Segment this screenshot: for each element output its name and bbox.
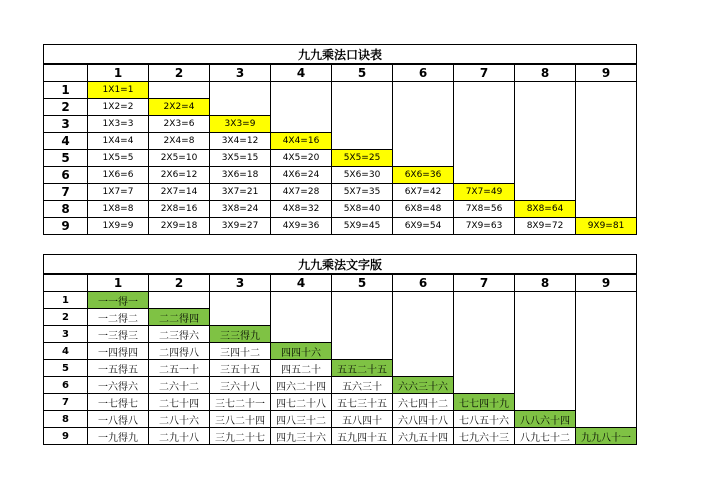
empty-cell[interactable] [210,292,271,309]
table-cell[interactable]: 8X9=72 [515,218,576,235]
empty-cell[interactable] [454,167,515,184]
table-cell[interactable]: 五五二十五 [332,360,393,377]
col-header[interactable]: 4 [271,64,332,82]
empty-cell[interactable] [393,82,454,99]
table-row [44,309,637,326]
table-cell[interactable]: 四五二十 [271,360,332,377]
empty-cell[interactable] [576,201,637,218]
table-cell[interactable]: 3X9=27 [210,218,271,235]
table-cell[interactable]: 三七二十一 [210,394,271,411]
table-cell[interactable]: 3X3=9 [210,116,271,133]
table-cell[interactable]: 七九六十三 [454,428,515,445]
row-header[interactable]: 1 [44,292,88,309]
empty-cell[interactable] [576,167,637,184]
empty-cell[interactable] [454,377,515,394]
row-header[interactable]: 2 [44,309,88,326]
table-cell[interactable]: 四四十六 [271,343,332,360]
table-cell[interactable]: 六六三十六 [393,377,454,394]
table-cell[interactable]: 2X5=10 [149,150,210,167]
empty-cell[interactable] [454,99,515,116]
table-row [44,326,637,343]
table-cell[interactable]: 4X6=24 [271,167,332,184]
table-title[interactable]: 九九乘法文字版 [44,255,637,275]
table-cell[interactable]: 3X7=21 [210,184,271,201]
empty-cell[interactable] [393,309,454,326]
table-cell[interactable]: 2X8=16 [149,201,210,218]
empty-cell[interactable] [515,99,576,116]
empty-cell[interactable] [454,326,515,343]
row-header[interactable]: 8 [44,411,88,428]
empty-cell[interactable] [332,292,393,309]
table-cell[interactable]: 3X6=18 [210,167,271,184]
table-cell[interactable]: 6X8=48 [393,201,454,218]
table-cell[interactable]: 4X9=36 [271,218,332,235]
table-cell[interactable]: 2X4=8 [149,133,210,150]
empty-cell[interactable] [332,343,393,360]
table-cell[interactable]: 六八四十八 [393,411,454,428]
col-header[interactable]: 2 [149,64,210,82]
table-cell[interactable]: 八九七十二 [515,428,576,445]
empty-cell[interactable] [515,82,576,99]
table-cell[interactable]: 1X2=2 [88,99,149,116]
empty-cell[interactable] [515,133,576,150]
multiplication-table-text [43,254,637,445]
empty-cell[interactable] [515,150,576,167]
empty-cell[interactable] [576,309,637,326]
table-cell[interactable]: 7X9=63 [454,218,515,235]
table-cell[interactable]: 一九得九 [88,428,149,445]
table-cell[interactable]: 8X8=64 [515,201,576,218]
col-header[interactable]: 5 [332,274,393,292]
table-cell[interactable]: 四九三十六 [271,428,332,445]
table-cell[interactable]: 5X9=45 [332,218,393,235]
table-cell[interactable]: 1X5=5 [88,150,149,167]
table-cell[interactable]: 6X7=42 [393,184,454,201]
table-row [44,360,637,377]
table-cell[interactable]: 一七得七 [88,394,149,411]
empty-cell[interactable] [332,99,393,116]
empty-cell[interactable] [515,116,576,133]
empty-cell[interactable] [576,82,637,99]
table-cell[interactable]: 一三得三 [88,326,149,343]
empty-cell[interactable] [515,377,576,394]
table-cell[interactable]: 三五十五 [210,360,271,377]
table-cell[interactable]: 5X8=40 [332,201,393,218]
empty-cell[interactable] [515,309,576,326]
empty-cell[interactable] [454,292,515,309]
multiplication-table-formula [43,44,637,235]
table-cell[interactable]: 二六十二 [149,377,210,394]
table-row [44,292,637,309]
row-header[interactable]: 5 [44,150,88,167]
empty-cell[interactable] [210,309,271,326]
empty-cell[interactable] [454,343,515,360]
table-cell[interactable]: 1X9=9 [88,218,149,235]
empty-cell[interactable] [515,394,576,411]
table-cell[interactable]: 一五得五 [88,360,149,377]
table-row [44,343,637,360]
row-header[interactable]: 9 [44,218,88,235]
col-header[interactable]: 8 [515,274,576,292]
col-header[interactable]: 9 [576,274,637,292]
empty-cell[interactable] [515,343,576,360]
empty-cell[interactable] [393,150,454,167]
table-cell[interactable]: 三三得九 [210,326,271,343]
table-cell[interactable]: 二七十四 [149,394,210,411]
table-row [44,394,637,411]
empty-cell[interactable] [271,116,332,133]
empty-cell[interactable] [210,99,271,116]
empty-cell[interactable] [515,292,576,309]
col-header[interactable]: 4 [271,274,332,292]
empty-cell[interactable] [576,343,637,360]
table-cell[interactable]: 三九二十七 [210,428,271,445]
empty-cell[interactable] [576,394,637,411]
col-header[interactable]: 7 [454,64,515,82]
table-cell[interactable]: 5X6=30 [332,167,393,184]
col-header[interactable]: 9 [576,64,637,82]
empty-cell[interactable] [454,150,515,167]
empty-cell[interactable] [393,292,454,309]
table-cell[interactable]: 一八得八 [88,411,149,428]
table-cell[interactable]: 1X3=3 [88,116,149,133]
empty-cell[interactable] [454,82,515,99]
empty-cell[interactable] [576,360,637,377]
table-cell[interactable]: 八八六十四 [515,411,576,428]
table-cell[interactable]: 2X6=12 [149,167,210,184]
table-cell[interactable]: 1X1=1 [88,82,149,99]
row-header[interactable]: 3 [44,116,88,133]
table-cell[interactable]: 二二得四 [149,309,210,326]
table-row [44,116,637,133]
table-cell[interactable]: 七七四十九 [454,394,515,411]
empty-cell[interactable] [271,309,332,326]
empty-cell[interactable] [149,82,210,99]
corner-cell[interactable] [44,64,88,82]
empty-cell[interactable] [576,99,637,116]
empty-cell[interactable] [576,133,637,150]
table-cell[interactable]: 1X6=6 [88,167,149,184]
empty-cell[interactable] [332,116,393,133]
row-header[interactable]: 3 [44,326,88,343]
table-cell[interactable]: 五六三十 [332,377,393,394]
empty-cell[interactable] [576,116,637,133]
table-cell[interactable]: 6X9=54 [393,218,454,235]
table-cell[interactable]: 一六得六 [88,377,149,394]
empty-cell[interactable] [454,309,515,326]
table-cell[interactable]: 1X8=8 [88,201,149,218]
table-cell[interactable]: 二三得六 [149,326,210,343]
corner-cell[interactable] [44,274,88,292]
table-cell[interactable]: 二八十六 [149,411,210,428]
table-cell[interactable]: 九九八十一 [576,428,637,445]
table-cell[interactable]: 2X7=14 [149,184,210,201]
table-cell[interactable]: 4X5=20 [271,150,332,167]
empty-cell[interactable] [210,82,271,99]
row-header[interactable]: 6 [44,377,88,394]
table-cell[interactable]: 二九十八 [149,428,210,445]
col-header[interactable]: 7 [454,274,515,292]
table-cell[interactable]: 3X5=15 [210,150,271,167]
col-header[interactable]: 3 [210,64,271,82]
empty-cell[interactable] [454,360,515,377]
table-cell[interactable]: 6X6=36 [393,167,454,184]
col-header[interactable]: 1 [88,64,149,82]
empty-cell[interactable] [271,82,332,99]
empty-cell[interactable] [576,150,637,167]
table-cell[interactable]: 二四得八 [149,343,210,360]
col-header[interactable]: 6 [393,274,454,292]
table-row [44,411,637,428]
table-cell[interactable]: 四六二十四 [271,377,332,394]
col-header[interactable]: 1 [88,274,149,292]
table-cell[interactable]: 五七三十五 [332,394,393,411]
table-cell[interactable]: 三六十八 [210,377,271,394]
table-cell[interactable]: 7X7=49 [454,184,515,201]
empty-cell[interactable] [393,99,454,116]
row-header[interactable]: 6 [44,167,88,184]
row-header[interactable]: 4 [44,343,88,360]
empty-cell[interactable] [149,292,210,309]
empty-cell[interactable] [576,377,637,394]
table-row [44,377,637,394]
row-header[interactable]: 8 [44,201,88,218]
table-cell[interactable]: 七八五十六 [454,411,515,428]
empty-cell[interactable] [393,343,454,360]
table-cell[interactable]: 3X8=24 [210,201,271,218]
table-row [44,167,637,184]
empty-cell[interactable] [454,116,515,133]
empty-cell[interactable] [332,133,393,150]
row-header[interactable]: 1 [44,82,88,99]
table-row [44,218,637,235]
empty-cell[interactable] [515,360,576,377]
empty-cell[interactable] [332,326,393,343]
table-cell[interactable]: 三四十二 [210,343,271,360]
empty-cell[interactable] [515,326,576,343]
table-cell[interactable]: 四七二十八 [271,394,332,411]
col-header[interactable]: 8 [515,64,576,82]
table-title[interactable]: 九九乘法口诀表 [44,45,637,65]
table-cell[interactable]: 5X5=25 [332,150,393,167]
col-header[interactable]: 5 [332,64,393,82]
empty-cell[interactable] [576,326,637,343]
table-cell[interactable]: 二五一十 [149,360,210,377]
table-cell[interactable]: 三八二十四 [210,411,271,428]
table-cell[interactable]: 六九五十四 [393,428,454,445]
table-cell[interactable]: 2X3=6 [149,116,210,133]
table-cell[interactable]: 3X4=12 [210,133,271,150]
empty-cell[interactable] [271,326,332,343]
empty-cell[interactable] [576,184,637,201]
table-cell[interactable]: 7X8=56 [454,201,515,218]
table-cell[interactable]: 四八三十二 [271,411,332,428]
table-cell[interactable]: 五八四十 [332,411,393,428]
empty-cell[interactable] [271,292,332,309]
table-row [44,428,637,445]
row-header[interactable]: 2 [44,99,88,116]
table-cell[interactable]: 4X8=32 [271,201,332,218]
empty-cell[interactable] [515,184,576,201]
table-row [44,184,637,201]
table-cell[interactable]: 1X7=7 [88,184,149,201]
table-cell[interactable]: 2X9=18 [149,218,210,235]
table-cell[interactable]: 一四得四 [88,343,149,360]
empty-cell[interactable] [393,133,454,150]
row-header[interactable]: 7 [44,394,88,411]
empty-cell[interactable] [515,167,576,184]
table-row [44,201,637,218]
table-cell[interactable]: 9X9=81 [576,218,637,235]
col-header[interactable]: 3 [210,274,271,292]
table-cell[interactable]: 五九四十五 [332,428,393,445]
empty-cell[interactable] [332,82,393,99]
empty-cell[interactable] [393,326,454,343]
table-row [44,150,637,167]
empty-cell[interactable] [576,411,637,428]
empty-cell[interactable] [454,133,515,150]
col-header[interactable]: 6 [393,64,454,82]
empty-cell[interactable] [393,116,454,133]
table-cell[interactable]: 4X4=16 [271,133,332,150]
col-header[interactable]: 2 [149,274,210,292]
table-cell[interactable]: 2X2=4 [149,99,210,116]
table-row [44,82,637,99]
table-row [44,133,637,150]
empty-cell[interactable] [332,309,393,326]
table-cell[interactable]: 1X4=4 [88,133,149,150]
table-cell[interactable]: 六七四十二 [393,394,454,411]
row-header[interactable]: 5 [44,360,88,377]
table-cell[interactable]: 4X7=28 [271,184,332,201]
table-cell[interactable]: 一一得一 [88,292,149,309]
empty-cell[interactable] [576,292,637,309]
table-cell[interactable]: 5X7=35 [332,184,393,201]
row-header[interactable]: 7 [44,184,88,201]
empty-cell[interactable] [271,99,332,116]
table-cell[interactable]: 一二得二 [88,309,149,326]
empty-cell[interactable] [393,360,454,377]
row-header[interactable]: 4 [44,133,88,150]
table-row [44,99,637,116]
row-header[interactable]: 9 [44,428,88,445]
